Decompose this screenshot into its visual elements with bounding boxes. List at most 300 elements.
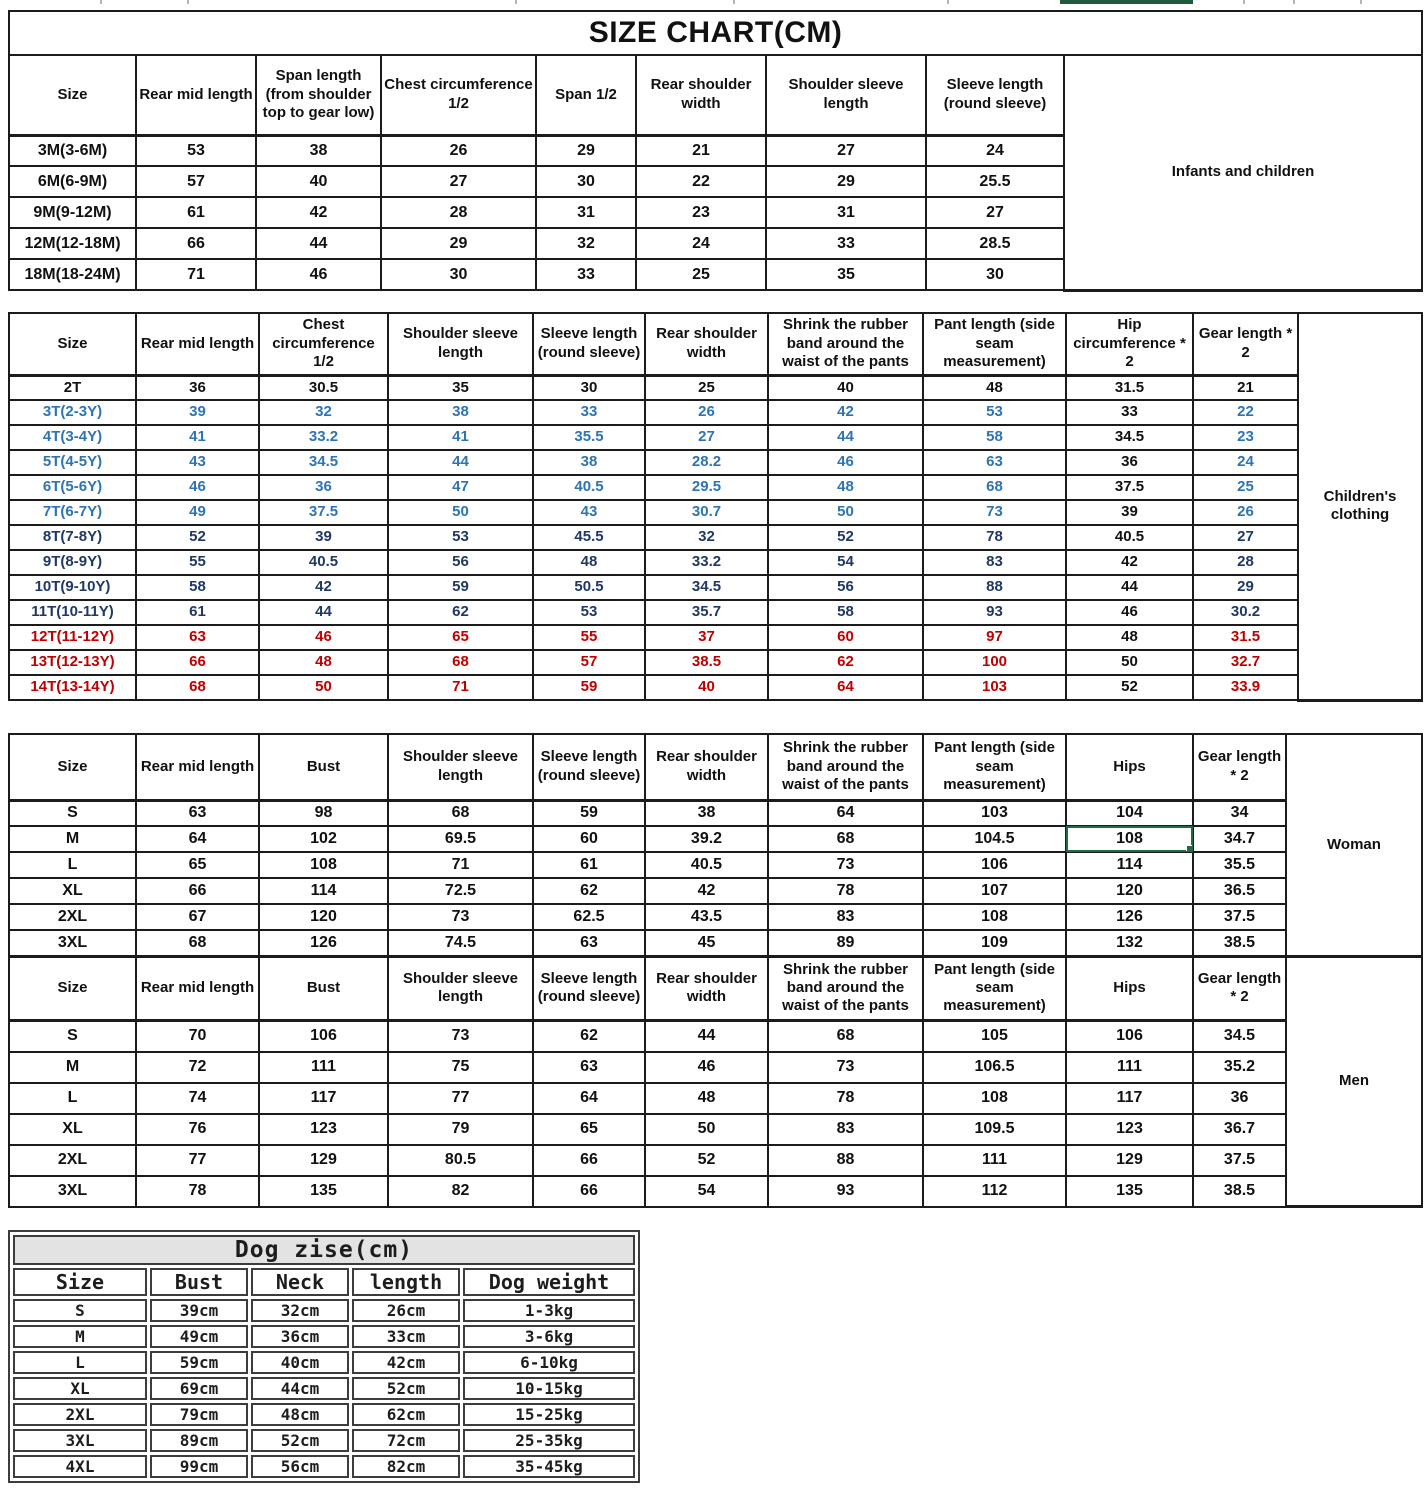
spreadsheet-gridline-tick: [733, 0, 735, 4]
value-cell: 129: [259, 1145, 388, 1176]
value-cell: 33: [536, 259, 636, 290]
value-cell: 64: [768, 800, 923, 826]
column-header: length: [352, 1268, 460, 1296]
value-cell: 73: [923, 500, 1066, 525]
size-cell: 9M(9-12M): [9, 197, 136, 228]
value-cell: 47: [388, 475, 533, 500]
value-cell: 25: [636, 259, 766, 290]
table-row: [9, 800, 1422, 826]
value-cell: 62: [768, 650, 923, 675]
section-label: Children's clothing: [1298, 313, 1422, 700]
column-header: Rear shoulder width: [645, 734, 768, 800]
value-cell: 59cm: [150, 1351, 248, 1374]
value-cell: 42: [768, 400, 923, 425]
header-row: [9, 55, 1422, 135]
value-cell: 27: [1193, 525, 1298, 550]
value-cell: 83: [768, 1114, 923, 1145]
value-cell: 44: [388, 450, 533, 475]
value-cell: 29: [381, 228, 536, 259]
size-cell: XL: [9, 1114, 136, 1145]
size-cell: 11T(10-11Y): [9, 600, 136, 625]
value-cell: 23: [636, 197, 766, 228]
value-cell: 41: [388, 425, 533, 450]
size-cell: 4XL: [13, 1455, 147, 1478]
value-cell: 27: [766, 135, 926, 166]
table-row: [9, 1021, 1422, 1052]
value-cell: 36: [1066, 450, 1193, 475]
column-header: Rear shoulder width: [645, 957, 768, 1021]
value-cell: 33.2: [259, 425, 388, 450]
table-row: [9, 525, 1422, 550]
value-cell: 52: [768, 525, 923, 550]
value-cell: 117: [1066, 1083, 1193, 1114]
value-cell: 35: [388, 375, 533, 400]
value-cell: 135: [1066, 1176, 1193, 1207]
value-cell: 108: [923, 1083, 1066, 1114]
table-row: [9, 650, 1422, 675]
value-cell: 63: [136, 625, 259, 650]
size-cell: 2T: [9, 375, 136, 400]
size-cell: L: [13, 1351, 147, 1374]
value-cell: 37.5: [1193, 904, 1286, 930]
column-header: Pant length (side seam measurement): [923, 957, 1066, 1021]
value-cell: 1-3kg: [463, 1299, 635, 1322]
adult-size-tables: [0, 733, 1428, 1208]
size-cell: 6M(6-9M): [9, 166, 136, 197]
column-header: Bust: [259, 957, 388, 1021]
value-cell: 72: [136, 1052, 259, 1083]
value-cell: 43: [136, 450, 259, 475]
value-cell: 55: [533, 625, 645, 650]
column-header: Hips: [1066, 957, 1193, 1021]
spreadsheet-gridline-tick: [1360, 0, 1362, 4]
value-cell: 64: [136, 826, 259, 852]
value-cell: 102: [259, 826, 388, 852]
value-cell: 56: [768, 575, 923, 600]
section-label: Men: [1286, 957, 1422, 1207]
value-cell: 25: [1193, 475, 1298, 500]
value-cell: 62: [533, 878, 645, 904]
value-cell: 48: [259, 650, 388, 675]
value-cell: 106: [259, 1021, 388, 1052]
table-row: [9, 675, 1422, 700]
spreadsheet-gridline-tick: [1293, 0, 1295, 4]
value-cell: 74: [136, 1083, 259, 1114]
value-cell: 34.5: [259, 450, 388, 475]
column-header: Size: [13, 1268, 147, 1296]
value-cell: 73: [768, 1052, 923, 1083]
value-cell: 76: [136, 1114, 259, 1145]
column-header: Size: [9, 313, 136, 375]
column-header: Rear mid length: [136, 957, 259, 1021]
value-cell: 52cm: [251, 1429, 349, 1452]
value-cell: 71: [136, 259, 256, 290]
men-size-table: [8, 956, 1423, 1209]
size-cell: 10T(9-10Y): [9, 575, 136, 600]
value-cell: 107: [923, 878, 1066, 904]
size-cell: 13T(12-13Y): [9, 650, 136, 675]
value-cell: 38: [533, 450, 645, 475]
value-cell: 25: [645, 375, 768, 400]
spreadsheet-gridline-tick: [515, 0, 517, 4]
column-header: Pant length (side seam measurement): [923, 734, 1066, 800]
table-row: [9, 575, 1422, 600]
value-cell: 114: [1066, 852, 1193, 878]
value-cell: 6-10kg: [463, 1351, 635, 1374]
column-header: Shoulder sleeve length: [388, 734, 533, 800]
value-cell: 68: [388, 650, 533, 675]
table-row: [9, 425, 1422, 450]
value-cell: 69.5: [388, 826, 533, 852]
size-cell: S: [9, 800, 136, 826]
column-header: Shoulder sleeve length: [766, 55, 926, 135]
value-cell: 55: [136, 550, 259, 575]
value-cell: 123: [1066, 1114, 1193, 1145]
value-cell: 53: [136, 135, 256, 166]
value-cell: 25.5: [926, 166, 1064, 197]
table-row: [9, 600, 1422, 625]
value-cell: 37.5: [1066, 475, 1193, 500]
size-cell: 12T(11-12Y): [9, 625, 136, 650]
column-header: Sleeve length (round sleeve): [533, 313, 645, 375]
value-cell: 34.7: [1193, 826, 1286, 852]
value-cell: 66: [533, 1176, 645, 1207]
table-row: [9, 375, 1422, 400]
value-cell: 34: [1193, 800, 1286, 826]
value-cell: 38: [388, 400, 533, 425]
column-header: Rear shoulder width: [645, 313, 768, 375]
value-cell: 135: [259, 1176, 388, 1207]
value-cell: 26: [645, 400, 768, 425]
column-header: Hips: [1066, 734, 1193, 800]
table-row: [9, 475, 1422, 500]
value-cell: 99cm: [150, 1455, 248, 1478]
value-cell: 29.5: [645, 475, 768, 500]
column-header: Size: [9, 734, 136, 800]
value-cell: 28: [381, 197, 536, 228]
value-cell: 52: [136, 525, 259, 550]
value-cell: 24: [1193, 450, 1298, 475]
value-cell: 29: [536, 135, 636, 166]
value-cell: 126: [259, 930, 388, 956]
value-cell: 33.9: [1193, 675, 1298, 700]
value-cell: 88: [923, 575, 1066, 600]
size-cell: M: [13, 1325, 147, 1348]
value-cell: 74.5: [388, 930, 533, 956]
value-cell: 30.2: [1193, 600, 1298, 625]
value-cell: 62cm: [352, 1403, 460, 1426]
value-cell: 34.5: [1193, 1021, 1286, 1052]
value-cell: 30: [536, 166, 636, 197]
value-cell: 26: [381, 135, 536, 166]
value-cell: 33: [766, 228, 926, 259]
table-row: [9, 450, 1422, 475]
table-row: [9, 852, 1422, 878]
value-cell: 59: [388, 575, 533, 600]
column-header: Rear shoulder width: [636, 55, 766, 135]
value-cell: 22: [636, 166, 766, 197]
column-header: Size: [9, 957, 136, 1021]
value-cell: 58: [768, 600, 923, 625]
table-row: [9, 930, 1422, 956]
value-cell: 117: [259, 1083, 388, 1114]
value-cell: 66: [533, 1145, 645, 1176]
table-row: [13, 1377, 635, 1400]
value-cell: 66: [136, 650, 259, 675]
value-cell: 43: [533, 500, 645, 525]
value-cell: 50: [388, 500, 533, 525]
value-cell: 62: [533, 1021, 645, 1052]
column-header: Gear length * 2: [1193, 734, 1286, 800]
value-cell: 32cm: [251, 1299, 349, 1322]
value-cell: 40.5: [645, 852, 768, 878]
size-cell: XL: [13, 1377, 147, 1400]
value-cell: 36: [1193, 1083, 1286, 1114]
value-cell: 37.5: [259, 500, 388, 525]
value-cell: 41: [136, 425, 259, 450]
column-header: Dog weight: [463, 1268, 635, 1296]
size-cell: 3M(3-6M): [9, 135, 136, 166]
value-cell: 64: [533, 1083, 645, 1114]
column-header: Gear length * 2: [1193, 957, 1286, 1021]
value-cell: 29: [766, 166, 926, 197]
size-cell: L: [9, 852, 136, 878]
size-cell: 3XL: [13, 1429, 147, 1452]
column-header: Bust: [150, 1268, 248, 1296]
column-header: Neck: [251, 1268, 349, 1296]
value-cell: 100: [923, 650, 1066, 675]
value-cell: 103: [923, 800, 1066, 826]
value-cell: 35.5: [533, 425, 645, 450]
value-cell: 38: [256, 135, 381, 166]
value-cell: 32: [536, 228, 636, 259]
value-cell: 42: [1066, 550, 1193, 575]
column-header: Chest circumference 1/2: [381, 55, 536, 135]
column-header: Chest circumference 1/2: [259, 313, 388, 375]
value-cell: 48cm: [251, 1403, 349, 1426]
value-cell: 50: [768, 500, 923, 525]
column-header: Sleeve length (round sleeve): [926, 55, 1064, 135]
value-cell: 79: [388, 1114, 533, 1145]
value-cell: 59: [533, 800, 645, 826]
value-cell: 46: [768, 450, 923, 475]
column-header: Shrink the rubber band around the waist of the pants: [768, 734, 923, 800]
spreadsheet-gridline-tick: [187, 0, 189, 4]
value-cell: 60: [768, 625, 923, 650]
value-cell: 73: [768, 852, 923, 878]
size-cell: 2XL: [9, 904, 136, 930]
value-cell: 46: [136, 475, 259, 500]
value-cell: 23: [1193, 425, 1298, 450]
value-cell: 27: [926, 197, 1064, 228]
value-cell: 34.5: [1066, 425, 1193, 450]
size-cell: 3T(2-3Y): [9, 400, 136, 425]
table-row: [9, 1145, 1422, 1176]
table-row: [13, 1351, 635, 1374]
value-cell: 35.7: [645, 600, 768, 625]
value-cell: 15-25kg: [463, 1403, 635, 1426]
value-cell: 71: [388, 675, 533, 700]
value-cell: 111: [259, 1052, 388, 1083]
value-cell: 108: [923, 904, 1066, 930]
spreadsheet-gridline-tick: [100, 0, 102, 4]
value-cell: 24: [926, 135, 1064, 166]
value-cell: 37.5: [1193, 1145, 1286, 1176]
value-cell: 53: [388, 525, 533, 550]
size-cell: 2XL: [13, 1403, 147, 1426]
value-cell: 35.2: [1193, 1052, 1286, 1083]
column-header: Sleeve length (round sleeve): [533, 957, 645, 1021]
value-cell: 62.5: [533, 904, 645, 930]
spreadsheet-gridline-tick: [1243, 0, 1245, 4]
value-cell: 3-6kg: [463, 1325, 635, 1348]
value-cell: 21: [1193, 375, 1298, 400]
value-cell: 36.7: [1193, 1114, 1286, 1145]
value-cell: 58: [923, 425, 1066, 450]
column-header: Hip circumference * 2: [1066, 313, 1193, 375]
value-cell: 50: [1066, 650, 1193, 675]
value-cell: 75: [388, 1052, 533, 1083]
value-cell: 30: [533, 375, 645, 400]
value-cell: 67: [136, 904, 259, 930]
value-cell: 70: [136, 1021, 259, 1052]
value-cell: 104.5: [923, 826, 1066, 852]
value-cell: 63: [533, 1052, 645, 1083]
value-cell: 58: [136, 575, 259, 600]
value-cell: 78: [768, 1083, 923, 1114]
value-cell: 42: [256, 197, 381, 228]
value-cell: 53: [533, 600, 645, 625]
infants-size-table: [8, 10, 1423, 292]
value-cell: 105: [923, 1021, 1066, 1052]
value-cell: 28.2: [645, 450, 768, 475]
value-cell: 31: [536, 197, 636, 228]
value-cell: 31.5: [1193, 625, 1298, 650]
table-row: [13, 1403, 635, 1426]
table-row: [9, 1052, 1422, 1083]
value-cell: 52: [645, 1145, 768, 1176]
value-cell: 32: [259, 400, 388, 425]
size-cell: 3XL: [9, 1176, 136, 1207]
value-cell: 112: [923, 1176, 1066, 1207]
value-cell: 35.5: [1193, 852, 1286, 878]
table-row: [13, 1299, 635, 1322]
value-cell: 32.7: [1193, 650, 1298, 675]
value-cell: 98: [259, 800, 388, 826]
value-cell: 64: [768, 675, 923, 700]
size-cell: S: [13, 1299, 147, 1322]
value-cell: 108: [1066, 826, 1193, 852]
value-cell: 38: [645, 800, 768, 826]
value-cell: 61: [136, 197, 256, 228]
value-cell: 38.5: [1193, 930, 1286, 956]
value-cell: 44: [1066, 575, 1193, 600]
table-row: [9, 625, 1422, 650]
column-header: Shrink the rubber band around the waist of the pants: [768, 313, 923, 375]
value-cell: 44cm: [251, 1377, 349, 1400]
value-cell: 36.5: [1193, 878, 1286, 904]
value-cell: 22: [1193, 400, 1298, 425]
value-cell: 30: [926, 259, 1064, 290]
value-cell: 73: [388, 904, 533, 930]
table-row: [13, 1429, 635, 1452]
value-cell: 63: [923, 450, 1066, 475]
value-cell: 37: [645, 625, 768, 650]
table-row: [9, 1114, 1422, 1145]
value-cell: 38.5: [645, 650, 768, 675]
value-cell: 40cm: [251, 1351, 349, 1374]
value-cell: 114: [259, 878, 388, 904]
value-cell: 126: [1066, 904, 1193, 930]
column-header: Span length (from shoulder top to gear low): [256, 55, 381, 135]
value-cell: 59: [533, 675, 645, 700]
value-cell: 36cm: [251, 1325, 349, 1348]
value-cell: 40: [256, 166, 381, 197]
dog-size-table: [8, 1230, 640, 1483]
value-cell: 56cm: [251, 1455, 349, 1478]
value-cell: 49: [136, 500, 259, 525]
value-cell: 65: [533, 1114, 645, 1145]
header-row: [9, 734, 1422, 800]
value-cell: 120: [259, 904, 388, 930]
value-cell: 63: [533, 930, 645, 956]
value-cell: 39.2: [645, 826, 768, 852]
value-cell: 77: [388, 1083, 533, 1114]
header-row: [9, 313, 1422, 375]
value-cell: 26cm: [352, 1299, 460, 1322]
value-cell: 68: [768, 826, 923, 852]
value-cell: 97: [923, 625, 1066, 650]
excel-column-selection-bar: [1060, 0, 1193, 4]
size-cell: S: [9, 1021, 136, 1052]
value-cell: 52: [1066, 675, 1193, 700]
value-cell: 31.5: [1066, 375, 1193, 400]
value-cell: 36: [259, 475, 388, 500]
value-cell: 48: [1066, 625, 1193, 650]
value-cell: 29: [1193, 575, 1298, 600]
value-cell: 33.2: [645, 550, 768, 575]
value-cell: 111: [923, 1145, 1066, 1176]
section-label: Woman: [1286, 734, 1422, 956]
value-cell: 32: [645, 525, 768, 550]
value-cell: 108: [259, 852, 388, 878]
value-cell: 66: [136, 228, 256, 259]
value-cell: 63: [136, 800, 259, 826]
value-cell: 53: [923, 400, 1066, 425]
size-cell: 4T(3-4Y): [9, 425, 136, 450]
value-cell: 25-35kg: [463, 1429, 635, 1452]
value-cell: 56: [388, 550, 533, 575]
header-row: [9, 957, 1422, 1021]
value-cell: 44: [645, 1021, 768, 1052]
size-cell: 7T(6-7Y): [9, 500, 136, 525]
table-row: [9, 904, 1422, 930]
value-cell: 66: [136, 878, 259, 904]
value-cell: 60: [533, 826, 645, 852]
value-cell: 45.5: [533, 525, 645, 550]
value-cell: 28: [1193, 550, 1298, 575]
value-cell: 78: [923, 525, 1066, 550]
value-cell: 45: [645, 930, 768, 956]
value-cell: 39: [1066, 500, 1193, 525]
size-cell: 2XL: [9, 1145, 136, 1176]
value-cell: 83: [923, 550, 1066, 575]
value-cell: 106.5: [923, 1052, 1066, 1083]
value-cell: 26: [1193, 500, 1298, 525]
value-cell: 61: [136, 600, 259, 625]
value-cell: 40.5: [533, 475, 645, 500]
section-label: Infants and children: [1064, 55, 1422, 290]
